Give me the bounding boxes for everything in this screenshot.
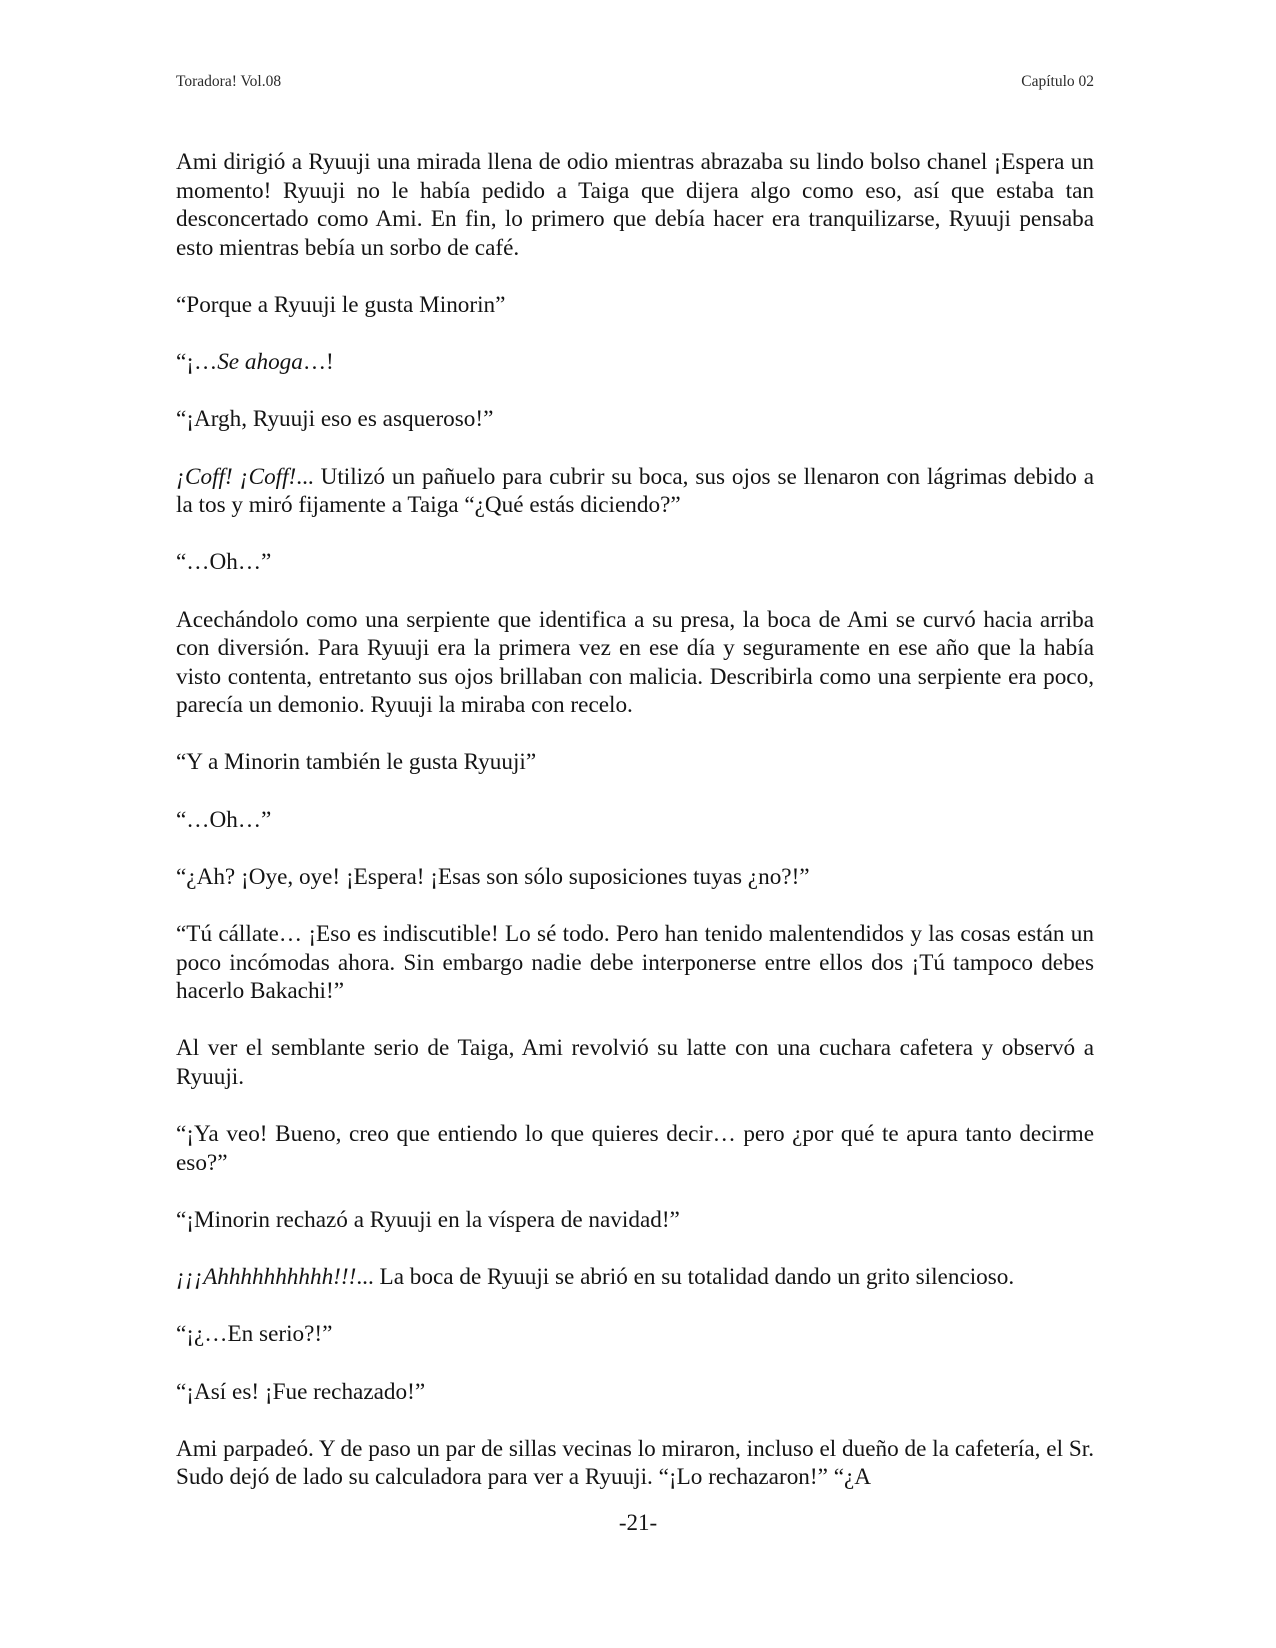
book-title: Toradora! Vol.08 — [176, 73, 282, 90]
paragraph-text: “Porque a Ryuuji le gusta Minorin” — [176, 291, 506, 318]
paragraph-italic: ¡Coff! ¡Coff! — [176, 463, 297, 490]
paragraph-text: “¡Así es! ¡Fue rechazado!” — [176, 1378, 426, 1405]
paragraph — [176, 548, 1094, 577]
paragraph — [176, 748, 1094, 777]
paragraph-text: “¡Minorin rechazó a Ryuuji en la víspera de navidad!” — [176, 1206, 680, 1233]
paragraph — [176, 1378, 1094, 1407]
paragraph-text: ... La boca de Ryuuji se abrió en su totalidad dando un grito silencioso. — [356, 1264, 1015, 1291]
paragraph-text: “¡¿…En serio?!” — [176, 1321, 333, 1348]
paragraph — [176, 863, 1094, 892]
paragraph-text: “Y a Minorin también le gusta Ryuuji” — [176, 749, 537, 776]
paragraph — [176, 1263, 1094, 1292]
paragraph — [176, 920, 1094, 1006]
paragraph — [176, 1034, 1094, 1091]
paragraph-text: …! — [302, 349, 334, 376]
paragraph-text: Ami parpadeó. Y de paso un par de sillas vecinas lo miraron, incluso el dueño de la cafetería, el Sr. Sudo dejó de lado su calculadora para ver a Ryuuji. “¡Lo rechazaron!” “¿A — [176, 1435, 1094, 1491]
paragraph-text: “Tú cállate… ¡Eso es indiscutible! Lo sé todo. Pero han tenido malentendidos y las cosas están un poco incómodas ahora. Sin embargo nadie debe interponerse entre ellos dos ¡Tú tampoco debes hacerlo Bakachi!” — [176, 921, 1094, 1005]
paragraph-text: “¡Ya veo! Bueno, creo que entiendo lo que quieres decir… pero ¿por qué te apura tanto decirme eso?” — [176, 1121, 1094, 1176]
paragraph — [176, 463, 1094, 520]
paragraph — [176, 1206, 1094, 1235]
paragraph — [176, 1120, 1094, 1177]
paragraph — [176, 348, 1094, 377]
paragraph-text: “¿Ah? ¡Oye, oye! ¡Espera! ¡Esas son sólo suposiciones tuyas ¿no?!” — [176, 863, 810, 890]
chapter-label: Capítulo 02 — [1021, 73, 1094, 90]
paragraph — [176, 405, 1094, 434]
paragraph — [176, 806, 1094, 835]
body-text — [176, 148, 1094, 1492]
paragraph — [176, 606, 1094, 720]
page-number: -21- — [618, 1510, 658, 1535]
paragraph-text: ... Utilizó un pañuelo para cubrir su boca, sus ojos se llenaron con lágrimas debido a la tos y miró fijamente a Taiga “¿Qué estás diciendo?” — [176, 463, 1094, 519]
page-header — [176, 73, 1094, 93]
paragraph-text: Ami dirigió a Ryuuji una mirada llena de odio mientras abrazaba su lindo bolso chanel ¡Espera un momento! Ryuuji no le había pedido a Taiga que dijera algo como eso, así que estaba tan desconcertado como Ami. En fin, lo primero que debía hacer era tranquilizarse, Ryuuji pensaba esto mientras bebía un sorbo de café. — [176, 149, 1094, 261]
paragraph-italic: Se ahoga — [217, 349, 303, 376]
paragraph-text: Al ver el semblante serio de Taiga, Ami revolvió su latte con una cuchara cafetera y observó a Ryuuji. — [176, 1035, 1094, 1090]
paragraph-text: Acechándolo como una serpiente que identifica a su presa, la boca de Ami se curvó hacia arriba con diversión. Para Ryuuji era la primera vez en ese día y seguramente en ese año que la había visto contenta, entretanto sus ojos brillaban con malicia. Describirla como una serpiente era poco, parecía un demonio. Ryuuji la miraba con recelo. — [176, 606, 1094, 719]
paragraph — [176, 1320, 1094, 1349]
paragraph-text: “…Oh…” — [176, 549, 272, 576]
paragraph — [176, 291, 1094, 320]
paragraph-text: “¡… — [176, 349, 218, 376]
paragraph-text: “…Oh…” — [176, 806, 272, 833]
paragraph-text: “¡Argh, Ryuuji eso es asqueroso!” — [176, 406, 494, 433]
paragraph-italic: ¡¡¡Ahhhhhhhhhh!!! — [176, 1264, 357, 1291]
paragraph — [176, 148, 1094, 262]
paragraph — [176, 1435, 1094, 1492]
